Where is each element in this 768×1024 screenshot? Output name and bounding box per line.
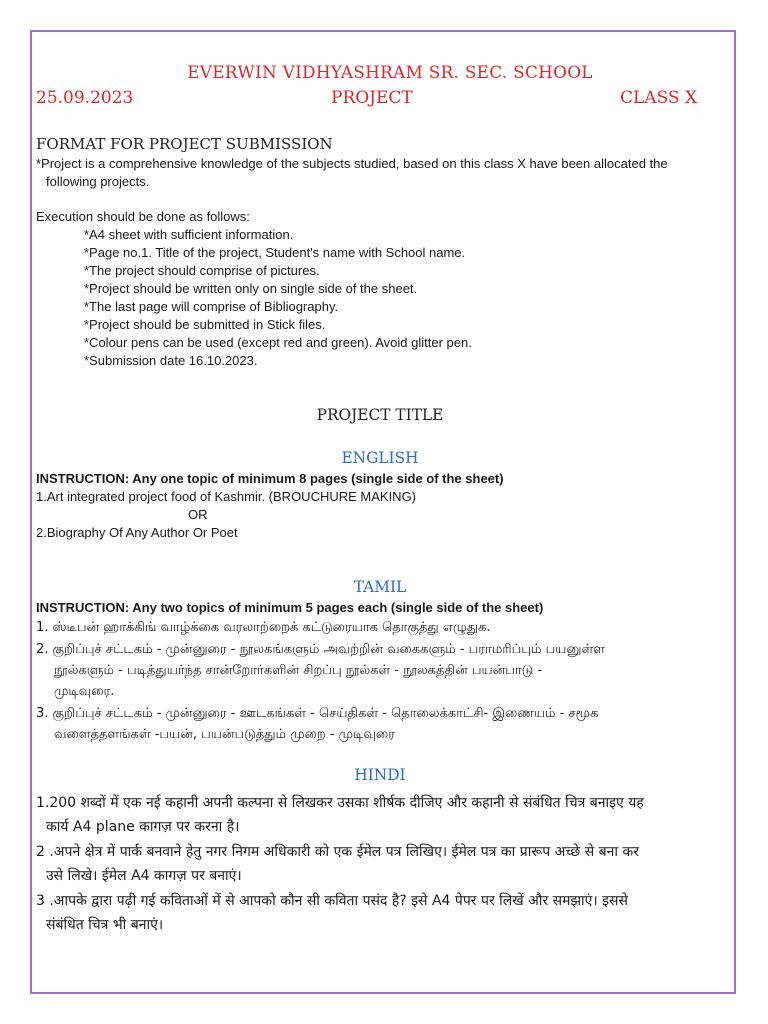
hindi-heading: HINDI: [354, 766, 406, 784]
header-project: PROJECT: [331, 88, 413, 108]
hindi-line: 3 .आपके द्वारा पढ़ी गई कविताओं में से आपको कौन सी कविता पसंद है? इसे A4 पेपर पर लिखें और समझाएं। इससे: [36, 893, 628, 909]
english-topic-1: 1.Art integrated project food of Kashmir. (BROUCHURE MAKING): [36, 489, 417, 504]
execution-item: *Submission date 16.10.2023.: [84, 353, 258, 368]
execution-item: *Page no.1. Title of the project, Student's name with School name.: [84, 245, 466, 260]
execution-item: *Project should be submitted in Stick files.: [84, 317, 326, 332]
english-topic-2: 2.Biography Of Any Author Or Poet: [36, 525, 238, 540]
english-heading: ENGLISH: [341, 449, 419, 467]
tamil-heading: TAMIL: [353, 578, 407, 596]
school-name: EVERWIN VIDHYASHRAM SR. SEC. SCHOOL: [187, 62, 593, 82]
tamil-line: முடிவுரை.: [54, 684, 115, 699]
execution-heading: Execution should be done as follows:: [36, 209, 250, 224]
header-date: 25.09.2023: [36, 88, 134, 108]
tamil-line: நூல்களும் - படித்துயர்ந்த சான்றோர்களின் சிறப்பு நூல்கள் - நூலகத்தின் பயன்பாடு -: [54, 663, 543, 678]
tamil-line: வளைத்தளங்கள் -பயன், பயன்படுத்தும் முறை - முடிவுரை: [54, 727, 395, 742]
hindi-line: 2 .अपने क्षेत्र में पार्क बनवाने हेतु नगर निगम अधिकारी को एक ईमेल पत्र लिखिए। ईमेल पत्र का प्रारूप अच्छे से बना कर: [36, 844, 639, 860]
hindi-line: 1.200 शब्दों में एक नई कहानी अपनी कल्पना से लिखकर उसका शीर्षक दीजिए और कहानी से संबंधित चित्र बनाइए यह: [36, 795, 644, 811]
header-class: CLASS X: [620, 88, 698, 108]
execution-item: *A4 sheet with sufficient information.: [84, 227, 294, 242]
execution-item: *Project should be written only on single side of the sheet.: [84, 281, 418, 296]
tamil-line: 3. குறிப்புச் சட்டகம் - முன்னுரை - ஊடகங்கள் - செய்திகள் - தொலைக்காட்சி- இணையம் - சமூக: [36, 706, 599, 721]
hindi-line: कार्य A4 plane कागज़ पर करना है।: [46, 819, 240, 835]
english-or: OR: [188, 507, 208, 522]
tamil-instruction: INSTRUCTION: Any two topics of minimum 5 pages each (single side of the sheet): [36, 600, 544, 615]
format-heading: FORMAT FOR PROJECT SUBMISSION: [36, 135, 333, 153]
project-title: PROJECT TITLE: [316, 406, 444, 424]
execution-item: *The project should comprise of pictures.: [84, 263, 320, 278]
execution-item: *Colour pens can be used (except red and green). Avoid glitter pen.: [84, 335, 472, 350]
tamil-line: 2. குறிப்புச் சட்டகம் - முன்னுரை - நூலகங்களும் அவற்றின் வகைகளும் - பராமரிப்பும் பயனுள்ள: [36, 642, 605, 657]
hindi-line: संबंधित चित्र भी बनाएं।: [46, 917, 164, 933]
hindi-line: उसे लिखे। ईमेल A4 कागज़ पर बनाएं।: [46, 868, 242, 884]
execution-item: *The last page will comprise of Bibliography.: [84, 299, 339, 314]
english-instruction: INSTRUCTION: Any one topic of minimum 8 pages (single side of the sheet): [36, 471, 504, 486]
intro-line-1: *Project is a comprehensive knowledge of the subjects studied, based on this class X have been allocated the: [36, 156, 668, 171]
intro-line-2: following projects.: [46, 174, 150, 189]
tamil-line: 1. ஸ்டீபன் ஹாக்கிங் வாழ்க்கை வரலாற்றைக் கட்டுரையாக தொகுத்து எழுதுக.: [36, 620, 491, 635]
